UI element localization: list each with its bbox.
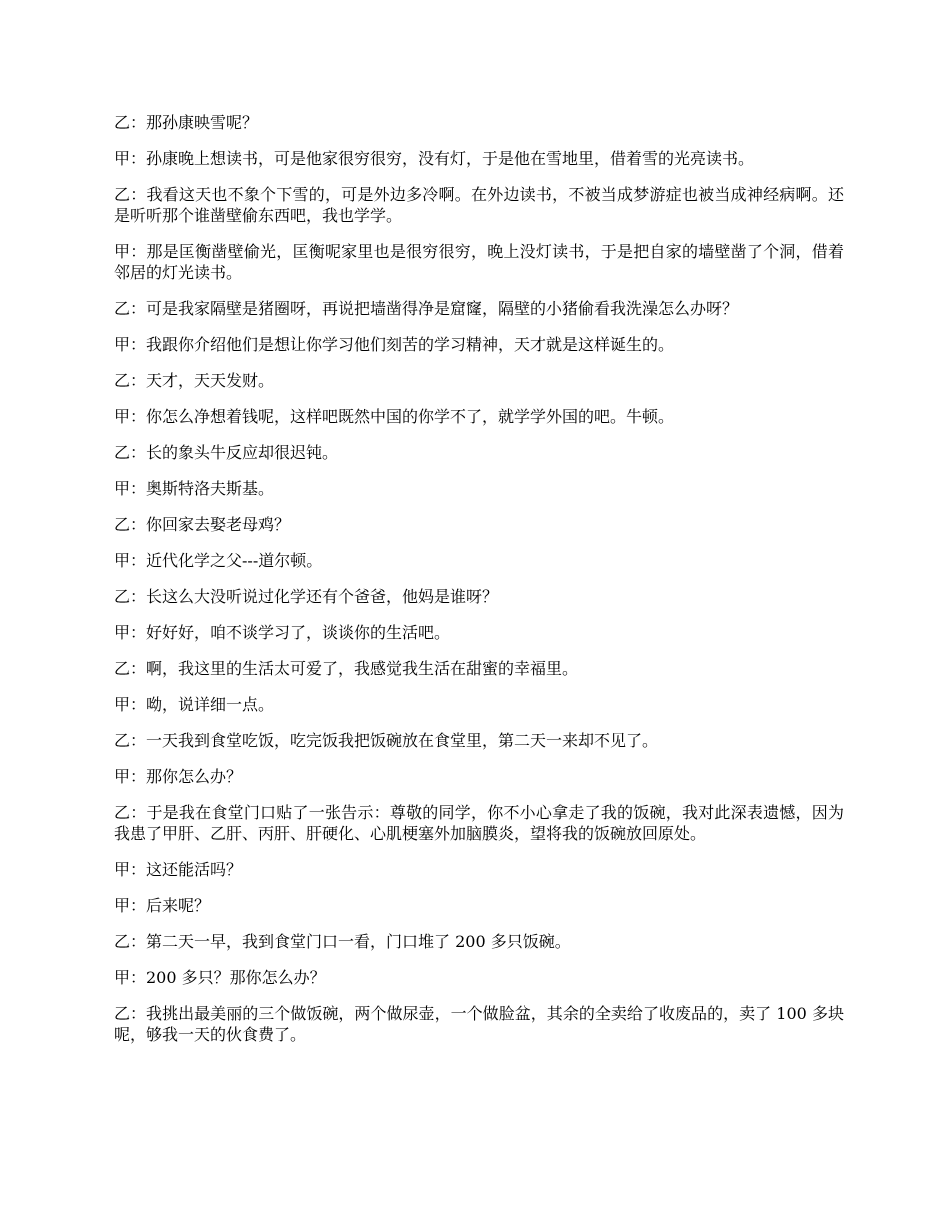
dialogue-line: 甲：近代化学之父---道尔顿。 [114,551,323,570]
dialogue-line: 甲：好好好，咱不谈学习了，谈谈你的生活吧。 [114,623,451,642]
dialogue-line: 乙：那孙康映雪呢？ [114,113,259,132]
dialogue-line: 乙：我挑出最美丽的三个做饭碗，两个做尿壶，一个做脸盆，其余的全卖给了收废品的，卖了 100 多块呢，够我一天的伙食费了。 [114,1004,844,1044]
dialogue-line: 乙：天才，天天发财。 [114,371,275,390]
dialogue-line: 甲：我跟你介绍他们是想让你学习他们刻苦的学习精神，天才就是这样诞生的。 [114,335,675,354]
dialogue-line: 乙：第二天一早，我到食堂门口一看，门口堆了 200 多只饭碗。 [114,932,571,951]
dialogue-line: 乙：于是我在食堂门口贴了一张告示：尊敬的同学，你不小心拿走了我的饭碗，我对此深表遗憾，因为我患了甲肝、乙肝、丙肝、肝硬化、心肌梗塞外加脑膜炎，望将我的饭碗放回原处。 [114,803,844,843]
dialogue-line: 乙：我看这天也不象个下雪的，可是外边多冷啊。在外边读书，不被当成梦游症也被当成神经病啊。还是听听那个谁凿壁偷东西吧，我也学学。 [114,185,844,225]
dialogue-line: 乙：长的象头牛反应却很迟钝。 [114,443,339,462]
dialogue-text [114,112,844,1045]
dialogue-line: 甲：你怎么净想着钱呢，这样吧既然中国的你学不了，就学学外国的吧。牛顿。 [114,407,675,426]
dialogue-line: 乙：长这么大没听说过化学还有个爸爸，他妈是谁呀？ [114,587,499,606]
dialogue-line: 甲：那你怎么办？ [114,767,243,786]
dialogue-line: 甲：孙康晚上想读书，可是他家很穷很穷，没有灯，于是他在雪地里，借着雪的光亮读书。 [114,149,755,168]
dialogue-line: 乙：啊，我这里的生活太可爱了，我感觉我生活在甜蜜的幸福里。 [114,659,579,678]
dialogue-line: 甲：呦，说详细一点。 [114,695,275,714]
dialogue-line: 甲：奥斯特洛夫斯基。 [114,479,275,498]
dialogue-line: 乙：一天我到食堂吃饭，吃完饭我把饭碗放在食堂里，第二天一来却不见了。 [114,731,659,750]
dialogue-line: 甲：后来呢？ [114,896,211,915]
dialogue-line: 甲：那是匡衡凿壁偷光，匡衡呢家里也是很穷很穷，晚上没灯读书，于是把自家的墙壁凿了个洞，借着邻居的灯光读书。 [114,242,844,282]
dialogue-line: 甲：200 多只？那你怎么办？ [114,968,326,987]
dialogue-line: 乙：可是我家隔壁是猪圈呀，再说把墙凿得净是窟窿，隔壁的小猪偷看我洗澡怎么办呀？ [114,299,739,318]
dialogue-line: 甲：这还能活吗？ [114,860,243,879]
dialogue-line: 乙：你回家去娶老母鸡？ [114,515,291,534]
